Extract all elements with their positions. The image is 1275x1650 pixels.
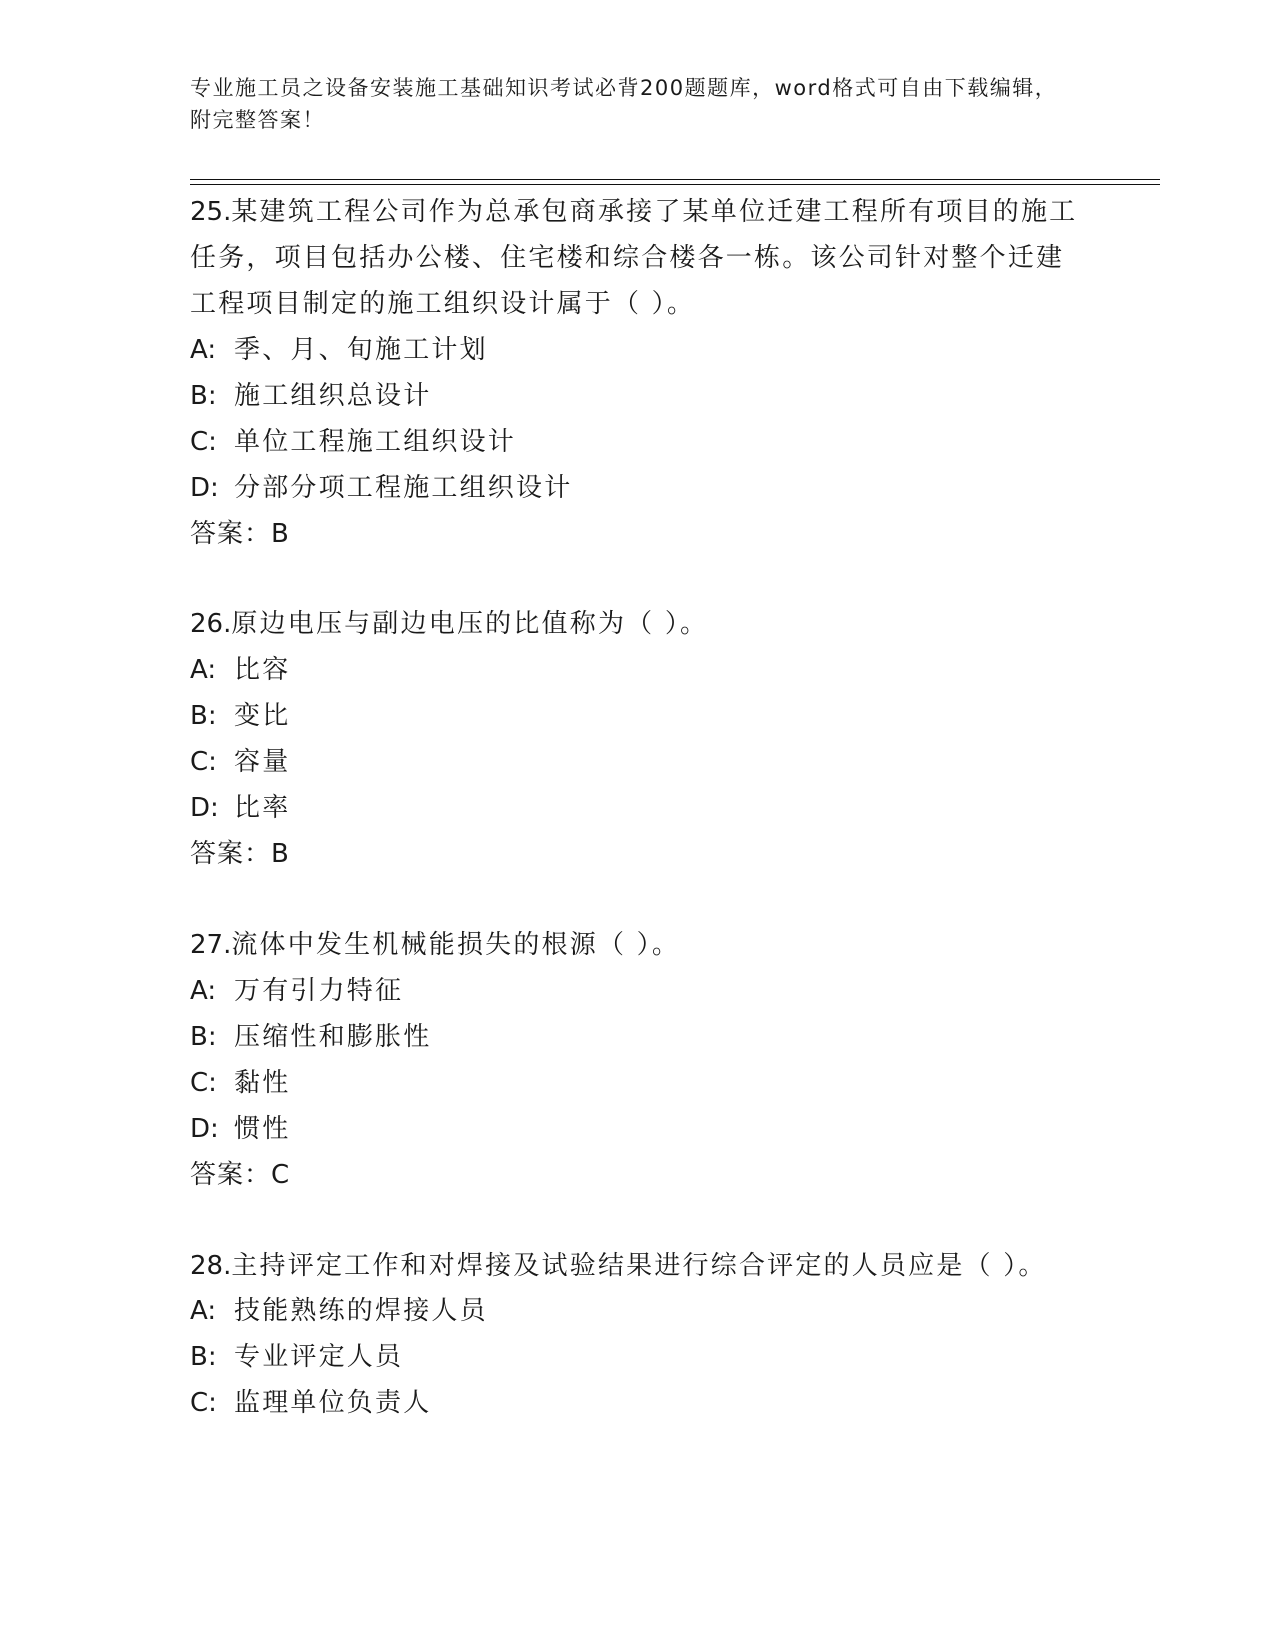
option-letter: D: <box>190 1114 219 1144</box>
option-letter: B: <box>190 1342 217 1372</box>
question-text: 某建筑工程公司作为总承包商承接了某单位迁建工程所有项目的施工任务，项目包括办公楼、住宅楼和综合楼各一栋。该公司针对整个迁建工程项目制定的施工组织设计属于（ ）。 <box>190 197 1078 319</box>
question-number: 27. <box>190 930 232 960</box>
question-text: 主持评定工作和对焊接及试验结果进行综合评定的人员应是（ ）。 <box>231 1251 1047 1281</box>
option-text: 单位工程施工组织设计 <box>234 427 517 457</box>
option-letter: B: <box>190 381 217 411</box>
option-a <box>190 1288 1090 1334</box>
question-number: 26. <box>190 609 232 639</box>
question-stem <box>190 1244 1090 1288</box>
option-a <box>190 327 1090 373</box>
option-b <box>190 1334 1090 1380</box>
option-text: 惯性 <box>234 1114 291 1144</box>
answer-line: 答案：B <box>190 839 290 869</box>
answer-line: 答案：B <box>190 519 290 549</box>
option-text: 技能熟练的焊接人员 <box>234 1296 488 1326</box>
option-letter: C: <box>190 427 217 457</box>
option-letter: B: <box>190 1022 217 1052</box>
option-b <box>190 373 1090 419</box>
question-stem <box>190 189 1090 327</box>
question-number: 25. <box>190 197 232 227</box>
option-a <box>190 647 1090 693</box>
option-a <box>190 968 1090 1014</box>
question-28 <box>190 1244 1090 1426</box>
question-number: 28. <box>190 1251 232 1281</box>
option-text: 黏性 <box>234 1068 291 1098</box>
question-text: 原边电压与副边电压的比值称为（ ）。 <box>231 609 709 639</box>
option-d <box>190 1106 1090 1152</box>
option-letter: B: <box>190 701 217 731</box>
question-25 <box>190 189 1090 557</box>
option-b <box>190 1014 1090 1060</box>
option-letter: A: <box>190 335 217 365</box>
document-header: 专业施工员之设备安装施工基础知识考试必背200题题库，word格式可自由下载编辑，附完整答案！ <box>190 76 1058 132</box>
option-c <box>190 1380 1090 1426</box>
option-text: 万有引力特征 <box>234 976 404 1006</box>
option-text: 季、月、旬施工计划 <box>234 335 488 365</box>
option-letter: D: <box>190 473 219 503</box>
option-text: 变比 <box>234 701 291 731</box>
question-stem <box>190 922 1090 968</box>
option-b <box>190 693 1090 739</box>
option-text: 比率 <box>234 793 291 823</box>
option-c <box>190 739 1090 785</box>
answer-line: 答案：C <box>190 1160 291 1190</box>
option-text: 施工组织总设计 <box>234 381 432 411</box>
option-text: 专业评定人员 <box>234 1342 404 1372</box>
header-divider <box>190 179 1160 180</box>
header-divider-double <box>190 184 1160 185</box>
option-letter: C: <box>190 1068 217 1098</box>
option-letter: C: <box>190 1388 217 1418</box>
option-text: 监理单位负责人 <box>234 1388 432 1418</box>
option-letter: A: <box>190 1296 217 1326</box>
option-letter: C: <box>190 747 217 777</box>
question-text: 流体中发生机械能损失的根源（ ）。 <box>231 930 681 960</box>
option-text: 容量 <box>234 747 291 777</box>
option-letter: A: <box>190 655 217 685</box>
option-d <box>190 785 1090 831</box>
option-text: 比容 <box>234 655 291 685</box>
option-d <box>190 465 1090 511</box>
option-letter: A: <box>190 976 217 1006</box>
option-c <box>190 1060 1090 1106</box>
option-text: 分部分项工程施工组织设计 <box>234 473 573 503</box>
option-text: 压缩性和膨胀性 <box>234 1022 432 1052</box>
question-stem <box>190 601 1090 647</box>
option-letter: D: <box>190 793 219 823</box>
question-26 <box>190 601 1090 877</box>
option-c <box>190 419 1090 465</box>
question-27 <box>190 922 1090 1198</box>
